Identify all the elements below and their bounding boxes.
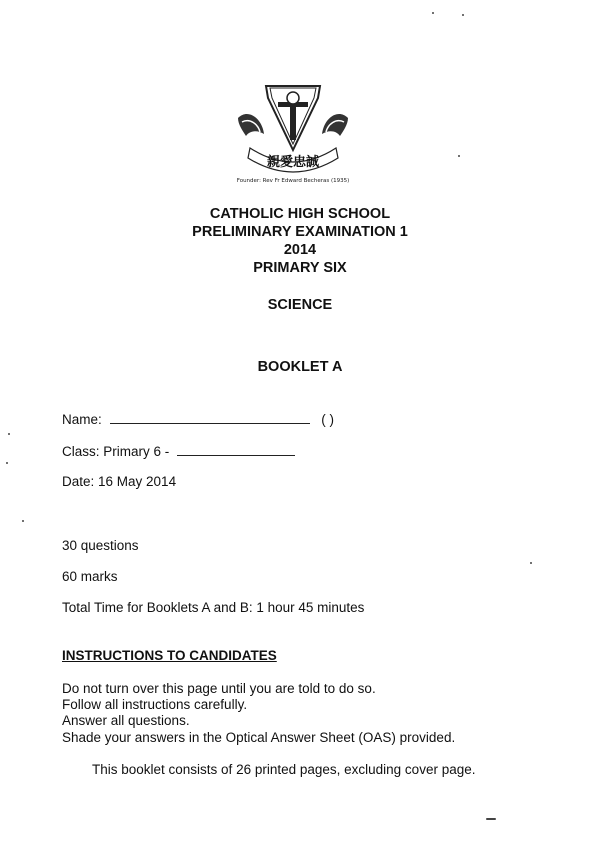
class-label: Class: Primary 6 - (62, 444, 170, 459)
scan-speck (486, 818, 496, 820)
class-blank (177, 443, 295, 456)
total-time: Total Time for Booklets A and B: 1 hour 45 minutes (62, 600, 365, 615)
name-blank (110, 411, 310, 424)
name-field-row (62, 411, 334, 427)
school-name: CATHOLIC HIGH SCHOOL (209, 206, 391, 222)
logo-motto: 親愛忠誠 (266, 155, 320, 170)
booklet-title: BOOKLET A (257, 359, 343, 375)
scan-speck (22, 520, 24, 522)
instruction-line: Shade your answers in the Optical Answer Sheet (OAS) provided. (62, 730, 456, 745)
logo-founder: Founder: Rev Fr Edward Becheras (1935) (236, 178, 350, 184)
exam-level: PRIMARY SIX (253, 260, 347, 276)
subject-title: SCIENCE (267, 297, 333, 313)
exam-year: 2014 (283, 242, 317, 258)
scan-speck (432, 12, 434, 14)
instruction-line: Follow all instructions carefully. (62, 697, 248, 712)
instructions-heading: INSTRUCTIONS TO CANDIDATES (62, 648, 277, 663)
exam-title: PRELIMINARY EXAMINATION 1 (192, 224, 408, 240)
exam-date: Date: 16 May 2014 (62, 474, 177, 489)
scan-speck (458, 155, 460, 157)
name-label: Name: (62, 412, 102, 427)
scan-speck (8, 433, 10, 435)
school-crest-logo (228, 78, 358, 190)
page-count-note: This booklet consists of 26 printed pages, excluding cover page. (92, 762, 476, 777)
class-field-row (62, 443, 295, 459)
total-marks: 60 marks (62, 569, 118, 584)
question-count: 30 questions (62, 538, 139, 553)
scan-speck (530, 562, 532, 564)
scan-speck (6, 462, 8, 464)
instruction-line: Answer all questions. (62, 713, 190, 728)
scan-speck (462, 14, 464, 16)
register-number-paren: ( ) (321, 412, 335, 427)
instruction-line: Do not turn over this page until you are told to do so. (62, 681, 376, 696)
